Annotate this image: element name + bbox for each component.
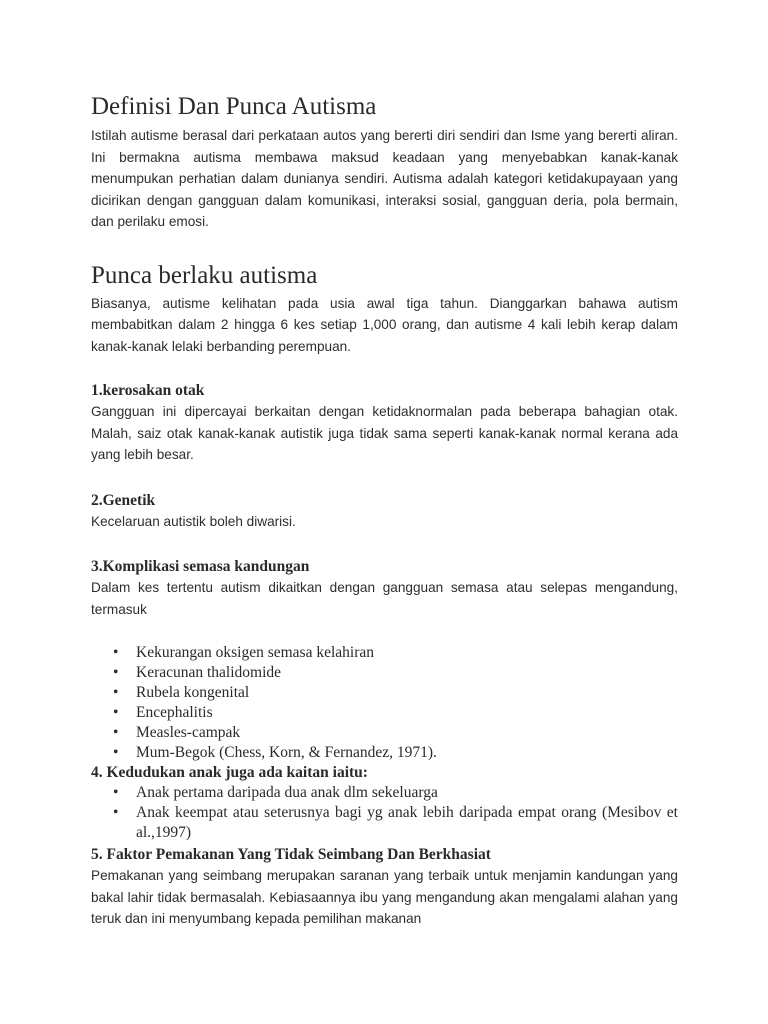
bullet-icon: • [113, 644, 119, 661]
heading-genetik: 2.Genetik [91, 491, 156, 509]
bullet-icon: • [113, 684, 119, 701]
list-item: • Measles-campak [113, 724, 241, 741]
paragraph-genetik: Kecelaruan autistik boleh diwarisi. [91, 513, 296, 529]
heading-definisi: Definisi Dan Punca Autisma [91, 93, 377, 120]
list-item: • Anak pertama daripada dua anak dlm sekeluarga [113, 784, 438, 801]
bullet-icon: • [113, 664, 119, 681]
paragraph-faktor-pemakanan: Pemakanan yang seimbang merupakan saranan yang terbaik untuk menjamin kandungan yang bakal lahir tidak bermasalah. Kebiasaannya ibu yang mengandung akan mengalami alahan yang teruk dan ini menyumbang kepada pemilihan makanan [91, 868, 678, 926]
bullet-icon: • [113, 724, 119, 741]
heading-kedudukan-anak: 4. Kedudukan anak juga ada kaitan iaitu: [91, 764, 368, 781]
list-item: • Encephalitis [113, 704, 213, 721]
heading-kerosakan-otak: 1.kerosakan otak [91, 382, 205, 399]
bullet-icon: • [113, 784, 119, 801]
document-page [91, 92, 678, 930]
paragraph-punca: Biasanya, autisme kelihatan pada usia awal tiga tahun. Dianggarkan bahawa autism membabitkan dalam 2 hingga 6 kes setiap 1,000 orang, dan autisme 4 kali lebih kerap dalam kanak-kanak lelaki berbanding perempuan. [91, 295, 678, 354]
bullet-icon: • [113, 744, 119, 761]
heading-punca: Punca berlaku autisma [91, 261, 318, 289]
heading-komplikasi: 3.Komplikasi semasa kandungan [91, 558, 310, 575]
paragraph-komplikasi: Dalam kes tertentu autism dikaitkan dengan gangguan semasa atau selepas mengandung, termasuk [91, 580, 678, 617]
heading-faktor-pemakanan: 5. Faktor Pemakanan Yang Tidak Seimbang Dan Berkhasiat [91, 846, 491, 863]
list-komplikasi [91, 643, 678, 763]
list-item: • Mum-Begok (Chess, Korn, & Fernandez, 1971). [113, 744, 437, 761]
list-item: • Keracunan thalidomide [113, 664, 282, 681]
list-item: • Anak keempat atau seterusnya bagi yg anak lebih daripada empat orang (Mesibov et al.,1997) [113, 804, 678, 841]
list-item: • Rubela kongenital [113, 684, 250, 701]
paragraph-kerosakan-otak: Gangguan ini dipercayai berkaitan dengan ketidaknormalan pada beberapa bahagian otak. Malah, saiz otak kanak-kanak autistik juga tidak sama seperti kanak-kanak normal kerana ada yang lebih besar. [91, 404, 678, 462]
bullet-icon: • [113, 704, 119, 721]
list-item: • Kekurangan oksigen semasa kelahiran [113, 644, 375, 661]
bullet-icon: • [113, 804, 119, 821]
list-kedudukan-anak [91, 783, 678, 843]
paragraph-definisi: Istilah autisme berasal dari perkataan autos yang bererti diri sendiri dan Isme yang bererti aliran. Ini bermakna autisma membawa maksud keadaan yang menyebabkan kanak-kanak menumpukan perhatian dalam dunianya sendiri. Autisma adalah kategori ketidakupayaan yang dicirikan dengan gangguan dalam komunikasi, interaksi sosial, gangguan deria, pola bermain, dan perilaku emosi. [91, 128, 678, 229]
